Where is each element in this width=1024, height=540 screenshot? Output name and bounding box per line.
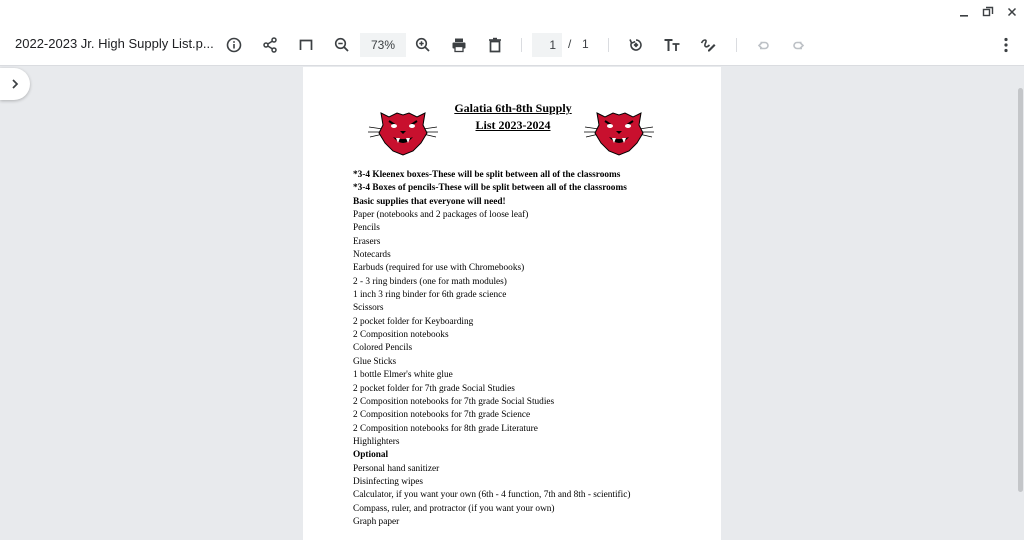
list-item: Erasers xyxy=(353,236,381,247)
list-item: 1 bottle Elmer's white glue xyxy=(353,370,453,381)
document-title: 2022-2023 Jr. High Supply List.p... xyxy=(15,36,214,51)
list-item: 2 pocket folder for Keyboarding xyxy=(353,316,474,327)
redo-icon[interactable] xyxy=(787,33,811,57)
list-item: 2 Composition notebooks xyxy=(353,330,449,341)
list-item: Scissors xyxy=(353,303,384,314)
list-item: Optional xyxy=(353,450,389,461)
list-item: Basic supplies that everyone will need! xyxy=(353,196,506,207)
list-item: Personal hand sanitizer xyxy=(353,463,440,474)
chevron-right-icon xyxy=(9,78,21,90)
list-item: Colored Pencils xyxy=(353,343,413,354)
list-item: Highlighters xyxy=(353,436,400,447)
list-item: Calculator, if you want your own (6th - 4 function, 7th and 8th - scientific) xyxy=(353,490,631,501)
toolbar-divider xyxy=(608,38,609,52)
heading-line-1: Galatia 6th-8th Supply xyxy=(454,101,572,115)
page-number-input[interactable]: 1 xyxy=(532,33,562,57)
list-item: Disinfecting wipes xyxy=(353,476,423,487)
toolbar-divider xyxy=(521,38,522,52)
list-item: Earbuds (required for use with Chromebooks) xyxy=(353,263,525,274)
panther-logo-left xyxy=(367,103,439,157)
info-icon[interactable] xyxy=(222,33,246,57)
list-item: 1 inch 3 ring binder for 6th grade science xyxy=(353,290,507,301)
pdf-page xyxy=(303,67,721,540)
fit-to-page-icon[interactable] xyxy=(294,33,318,57)
share-icon[interactable] xyxy=(258,33,282,57)
list-item: 2 Composition notebooks for 7th grade Science xyxy=(353,410,531,421)
list-item: 2 Composition notebooks for 8th grade Literature xyxy=(353,423,538,434)
supply-list xyxy=(353,169,713,529)
list-item: Pencils xyxy=(353,223,380,234)
draw-icon[interactable] xyxy=(696,33,720,57)
pdf-toolbar xyxy=(0,24,1024,66)
text-annotate-icon[interactable] xyxy=(660,33,684,57)
rotate-icon[interactable] xyxy=(624,33,648,57)
list-item: Compass, ruler, and protractor (if you want your own) xyxy=(353,503,555,514)
page-total: 1 xyxy=(582,37,589,51)
more-options-icon[interactable] xyxy=(994,33,1018,57)
toolbar-divider xyxy=(736,38,737,52)
list-item: *3-4 Kleenex boxes-These will be split between all of the classrooms xyxy=(353,170,621,180)
zoom-in-icon[interactable] xyxy=(411,33,435,57)
restore-icon[interactable] xyxy=(978,4,998,20)
minimize-icon[interactable] xyxy=(954,4,974,20)
heading-line-2: List 2023-2024 xyxy=(475,118,551,132)
undo-icon[interactable] xyxy=(751,33,775,57)
list-item: 2 Composition notebooks for 7th grade Social Studies xyxy=(353,396,555,407)
document-heading xyxy=(443,100,583,134)
list-item: Glue Sticks xyxy=(353,356,397,367)
list-item: Paper (notebooks and 2 packages of loose leaf) xyxy=(353,210,529,221)
list-item: Graph paper xyxy=(353,516,400,527)
list-item: *3-4 Boxes of pencils-These will be split between all of the classrooms xyxy=(353,183,627,194)
list-item: 2 pocket folder for 7th grade Social Studies xyxy=(353,383,515,394)
zoom-level[interactable]: 73% xyxy=(360,33,406,57)
delete-icon[interactable] xyxy=(483,33,507,57)
list-item: 2 - 3 ring binders (one for math modules) xyxy=(353,276,507,287)
sidebar-toggle-button[interactable] xyxy=(0,68,30,100)
print-icon[interactable] xyxy=(447,33,471,57)
panther-logo-right xyxy=(583,103,655,157)
window-titlebar xyxy=(0,0,1024,24)
page-separator: / xyxy=(568,37,572,51)
close-icon[interactable] xyxy=(1002,4,1022,20)
zoom-out-icon[interactable] xyxy=(330,33,354,57)
list-item: Notecards xyxy=(353,250,391,261)
vertical-scrollbar[interactable] xyxy=(1018,88,1023,492)
